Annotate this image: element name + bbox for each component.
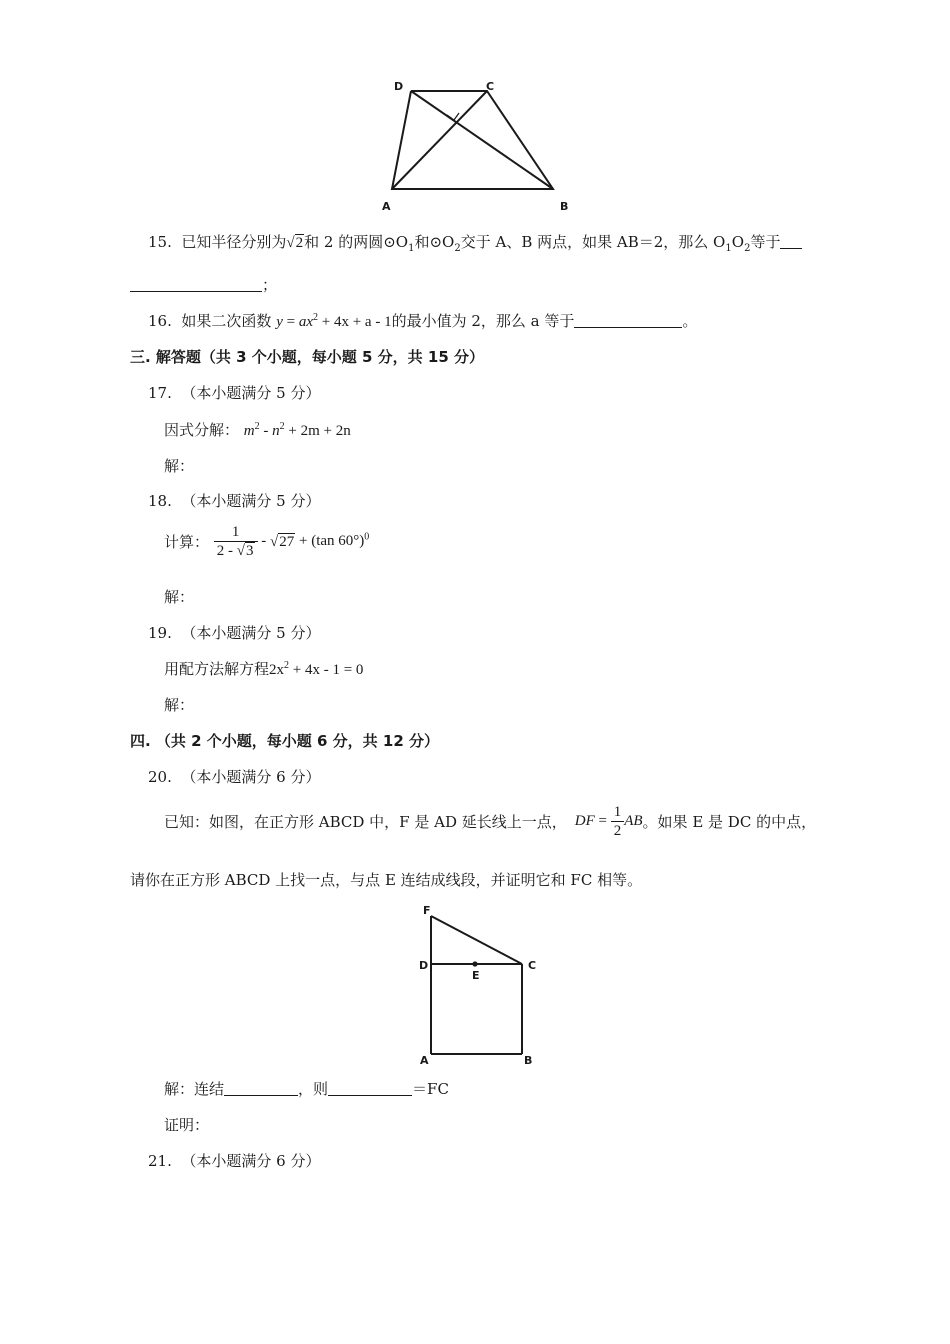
question-number: 15. xyxy=(148,233,172,251)
answer-blank[interactable] xyxy=(130,277,262,292)
diagonal-db xyxy=(411,91,553,189)
question-20-answer: 解：连结 ，则 ＝FC xyxy=(164,1080,449,1098)
sqrt-2: √2 xyxy=(286,235,304,251)
question-20-header: 20. （本小题满分 6 分） xyxy=(148,768,321,786)
label-a: A xyxy=(382,200,391,213)
label-a: A xyxy=(420,1054,429,1067)
proof-label: 证明： xyxy=(164,1116,210,1134)
fraction-half: $\frac{1}{2}$ xyxy=(611,803,625,840)
question-19-header: 19. （本小题满分 5 分） xyxy=(148,624,321,642)
question-16: 16. 如果二次函数 $y = ax^2 + 4x + a - 1$的最小值为 2，那么 a 等于 。 xyxy=(148,312,698,330)
fraction: $\frac{1}{2 - √3}$ xyxy=(214,523,258,560)
answer-blank[interactable] xyxy=(780,234,802,249)
label-b: B xyxy=(524,1054,533,1067)
question-17-body: 因式分解： $m^2 - n^2 + 2m + 2n$ xyxy=(164,421,351,439)
question-19-body: 用配方法解方程$2x^2 + 4x - 1 = 0$ xyxy=(164,660,364,678)
label-e: E xyxy=(472,969,480,982)
label-b: B xyxy=(560,200,569,213)
question-18-body: 计算： $\frac{1}{2 - √3}$ - √27 + (tan 60°)$^0$ xyxy=(164,524,370,559)
question-15: 15. 已知半径分别为√2和 2 的两圆$⊙O_1$和$⊙O_2$交于 A、B 两点，如果 AB＝2，那么 $O_1O_2$等于 xyxy=(148,231,802,254)
question-number: 16. xyxy=(148,312,172,330)
label-c: C xyxy=(528,959,537,972)
solution-label: 解： xyxy=(164,457,195,475)
label-d: D xyxy=(394,80,404,93)
question-20-line1: 已知：如图，在正方形 ABCD 中，F 是 AD 延长线上一点， DF = $\frac{1}{2}$ AB。如果 E 是 DC 的中点， xyxy=(164,804,817,839)
label-d: D xyxy=(419,959,429,972)
trapezoid-figure xyxy=(380,76,580,216)
question-18-header: 18. （本小题满分 5 分） xyxy=(148,492,321,510)
right-angle-mark xyxy=(447,113,459,120)
label-f: F xyxy=(423,904,431,917)
question-21-header: 21. （本小题满分 6 分） xyxy=(148,1152,321,1170)
answer-blank[interactable] xyxy=(224,1081,298,1096)
question-15-cont: ； xyxy=(130,274,277,295)
square-figure xyxy=(414,900,544,1070)
label-c: C xyxy=(486,80,495,93)
answer-blank[interactable] xyxy=(328,1081,412,1096)
question-17-header: 17. （本小题满分 5 分） xyxy=(148,384,321,402)
diagonal-ca xyxy=(392,91,487,189)
solution-label: 解： xyxy=(164,588,195,606)
question-20-line2: 请你在正方形 ABCD 上找一点，与点 E 连结成线段，并证明它和 FC 相等。 xyxy=(130,871,643,889)
section-3-heading: 三. 解答题（共 3 个小题，每小题 5 分，共 15 分） xyxy=(130,348,485,366)
line-fc xyxy=(431,916,522,964)
solution-label: 解： xyxy=(164,696,195,714)
section-4-heading: 四. （共 2 个小题，每小题 6 分，共 12 分） xyxy=(130,732,440,750)
point-e xyxy=(472,961,477,966)
answer-blank[interactable] xyxy=(574,313,682,328)
